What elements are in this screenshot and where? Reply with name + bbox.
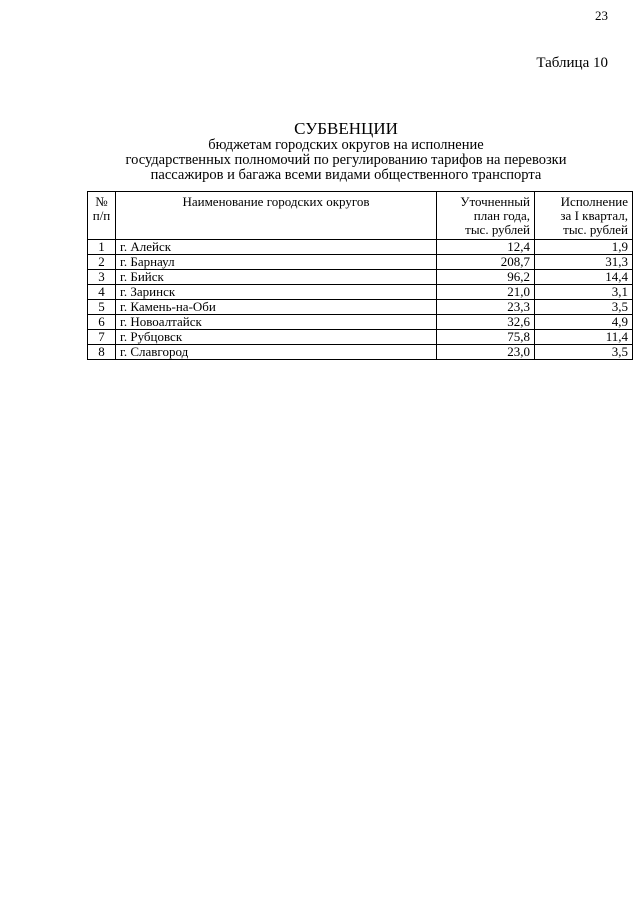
table-row (88, 270, 633, 285)
table-header (88, 192, 633, 240)
row-number: 7 (88, 330, 116, 345)
row-city-name: г. Барнаул (116, 255, 437, 270)
table-row (88, 240, 633, 255)
header-name-text: Наименование городских округов (182, 194, 370, 209)
header-name (116, 192, 437, 240)
row-execution-value: 3,1 (535, 285, 633, 300)
page-number: 23 (595, 8, 608, 23)
header-number (88, 192, 116, 240)
row-execution-value: 14,4 (535, 270, 633, 285)
header-plan-line-1: Уточненный (460, 194, 530, 209)
row-number: 5 (88, 300, 116, 315)
table-body (88, 240, 633, 360)
row-plan-value: 96,2 (437, 270, 535, 285)
title-block (60, 120, 632, 183)
title-line-1: бюджетам городских округов на исполнение (208, 137, 484, 153)
row-execution-value: 3,5 (535, 345, 633, 360)
header-execution-line-2: за I квартал, (560, 208, 628, 223)
row-plan-value: 208,7 (437, 255, 535, 270)
header-number-line-1: № (95, 194, 108, 209)
row-city-name: г. Камень-на-Оби (116, 300, 437, 315)
row-city-name: г. Бийск (116, 270, 437, 285)
row-execution-value: 3,5 (535, 300, 633, 315)
row-execution-value: 11,4 (535, 330, 633, 345)
row-execution-value: 31,3 (535, 255, 633, 270)
row-plan-value: 12,4 (437, 240, 535, 255)
row-plan-value: 21,0 (437, 285, 535, 300)
header-execution-line-3: тыс. рублей (563, 222, 628, 237)
row-number: 6 (88, 315, 116, 330)
table-label: Таблица 10 (536, 55, 608, 71)
row-city-name: г. Славгород (116, 345, 437, 360)
row-number: 8 (88, 345, 116, 360)
row-plan-value: 75,8 (437, 330, 535, 345)
header-execution (535, 192, 633, 240)
subventions-table (87, 191, 633, 360)
row-number: 1 (88, 240, 116, 255)
row-execution-value: 1,9 (535, 240, 633, 255)
row-execution-value: 4,9 (535, 315, 633, 330)
row-number: 3 (88, 270, 116, 285)
header-row (88, 192, 633, 240)
table-row (88, 285, 633, 300)
row-city-name: г. Рубцовск (116, 330, 437, 345)
row-plan-value: 23,3 (437, 300, 535, 315)
header-number-line-2: п/п (92, 208, 111, 223)
row-number: 4 (88, 285, 116, 300)
title-line-2: государственных полномочий по регулированию тарифов на перевозки (125, 152, 567, 168)
table-row (88, 345, 633, 360)
row-plan-value: 23,0 (437, 345, 535, 360)
title-line-3: пассажиров и багажа всеми видами общественного транспорта (150, 167, 542, 183)
row-city-name: г. Алейск (116, 240, 437, 255)
header-plan (437, 192, 535, 240)
table-row (88, 330, 633, 345)
row-city-name: г. Новоалтайск (116, 315, 437, 330)
row-number: 2 (88, 255, 116, 270)
header-execution-line-1: Исполнение (560, 194, 628, 209)
table-row (88, 255, 633, 270)
row-city-name: г. Заринск (116, 285, 437, 300)
table-row (88, 300, 633, 315)
title-main: СУБВЕНЦИИ (294, 119, 398, 138)
row-plan-value: 32,6 (437, 315, 535, 330)
header-plan-line-3: тыс. рублей (465, 222, 530, 237)
header-plan-line-2: план года, (473, 208, 530, 223)
table-row (88, 315, 633, 330)
